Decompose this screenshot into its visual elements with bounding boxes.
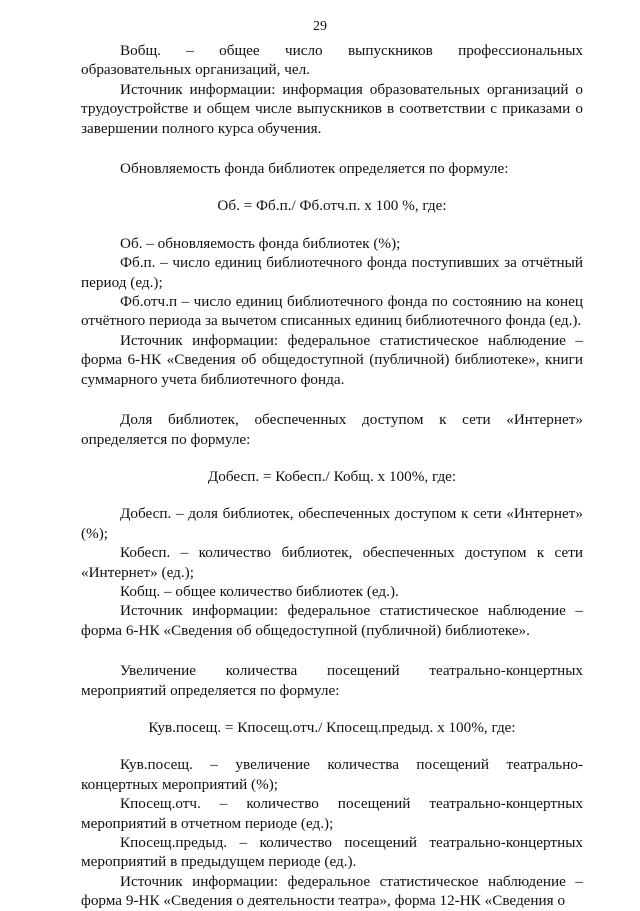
formula: Добесп. = Кобесп./ Кобщ. х 100%, где: [207, 467, 457, 485]
paragraph: Источник информации: информация образовательных организаций о трудоустройстве и общем числе выпускников в соответствии с приказами о завершении полного курса обучения. [81, 80, 583, 137]
spacer [81, 486, 583, 504]
definition: Кобесп. – количество библиотек, обеспеченных доступом к сети «Интернет» (ед.); [81, 544, 583, 581]
spacer [81, 138, 583, 159]
spacer [81, 449, 583, 467]
spacer [81, 700, 583, 718]
paragraph-intro: Доля библиотек, обеспеченных доступом к сети «Интернет» определяется по формуле: [81, 411, 583, 448]
definition: Кпосещ.предыд. – количество посещений театрально-концертных мероприятий в предыдущем периоде (ед.). [81, 834, 583, 871]
formula: Кув.посещ. = Кпосещ.отч./ Кпосещ.предыд. х 100%, где: [148, 718, 516, 736]
paragraph-intro: Увеличение количества посещений театрально-концертных мероприятий определяется по формуле: [81, 662, 583, 699]
definition: Кув.посещ. – увеличение количества посещений театрально-концертных мероприятий (%); [81, 756, 583, 793]
definition: Кобщ. – общее количество библиотек (ед.). [120, 582, 399, 600]
source-note: Источник информации: федеральное статистическое наблюдение – форма 6-НК «Сведения об общедоступной (публичной) библиотеке». [81, 602, 583, 639]
definition: Об. – обновляемость фонда библиотек (%); [120, 234, 401, 252]
paragraph: Вобщ. – общее число выпускников профессиональных образовательных организаций, чел. [81, 42, 583, 79]
spacer [81, 389, 583, 410]
spacer [81, 216, 583, 234]
source-note: Источник информации: федеральное статистическое наблюдение – форма 6-НК «Сведения об общедоступной (публичной) библиотеке», книги суммарного учета библиотечного фонда. [81, 331, 583, 388]
spacer [81, 640, 583, 661]
document-body [81, 41, 583, 911]
formula: Об. = Фб.п./ Фб.отч.п. х 100 %, где: [217, 197, 447, 215]
definition: Добесп. – доля библиотек, обеспеченных доступом к сети «Интернет» (%); [81, 505, 583, 542]
definition: Фб.п. – число единиц библиотечного фонда поступивших за отчётный период (ед.); [81, 254, 583, 291]
definition: Фб.отч.п – число единиц библиотечного фонда по состоянию на конец отчётного периода за вычетом списанных единиц библиотечного фонда (ед.). [81, 293, 583, 330]
source-note: Источник информации: федеральное статистическое наблюдение – форма 9-НК «Сведения о деятельности театра», форма 12-НК «Сведения о [81, 872, 583, 910]
spacer [81, 178, 583, 196]
paragraph-intro: Обновляемость фонда библиотек определяется по формуле: [120, 160, 509, 178]
definition: Кпосещ.отч. – количество посещений театрально-концертных мероприятий в отчетном периоде (ед.); [81, 795, 583, 832]
page-number: 29 [313, 19, 327, 34]
spacer [81, 737, 583, 755]
